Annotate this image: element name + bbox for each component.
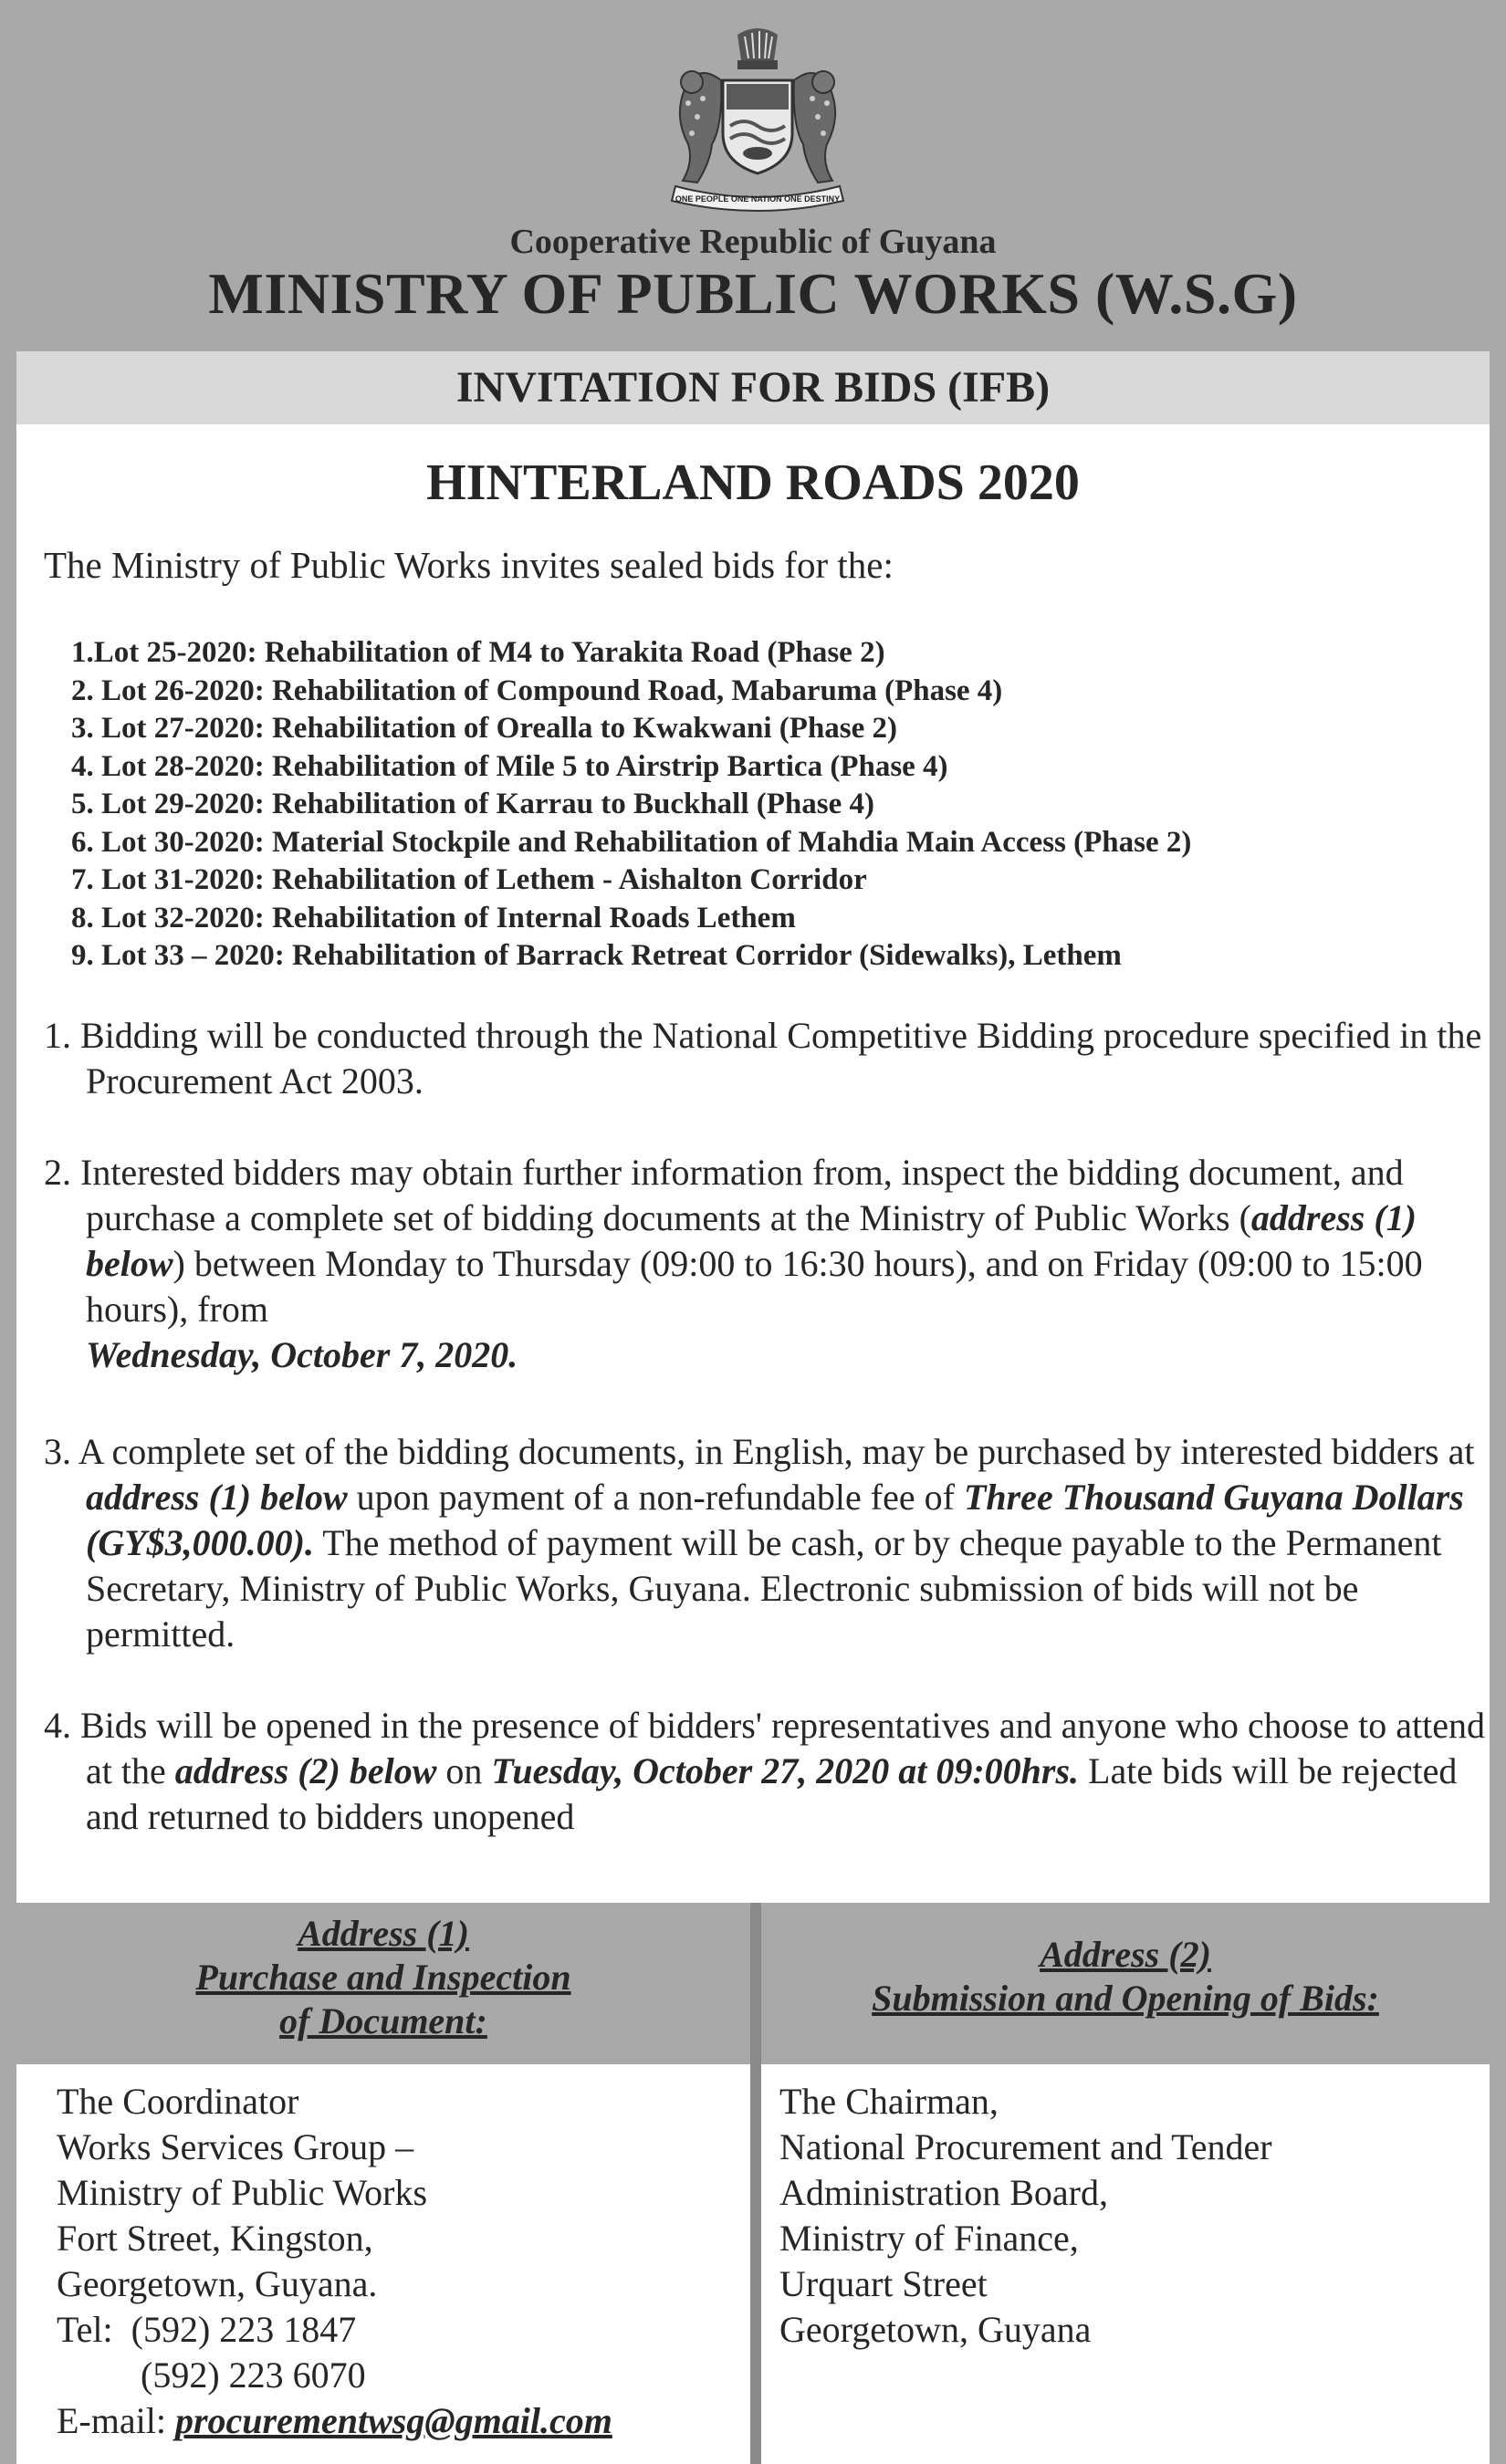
address-2-heading — [761, 1933, 1490, 2020]
address-reference: address (2) below — [174, 1750, 437, 1791]
heading-line: Submission and Opening of Bids: — [872, 1978, 1379, 2019]
address-reference: address (1) below — [86, 1477, 348, 1518]
address-1-heading — [16, 1912, 750, 2043]
address-line: Ministry of Public Works — [57, 2172, 428, 2213]
heading-line: Address (2) — [1040, 1934, 1211, 1975]
clause-text: Late bids will be rejected and returned to bidders unopened — [86, 1750, 1458, 1837]
email-line — [57, 2398, 612, 2444]
fee-amount: Three Thousand Guyana Dollars (GY$3,000.00). — [86, 1477, 1464, 1563]
clause-4 — [44, 1703, 1486, 1840]
address-line: The Coordinator — [57, 2081, 299, 2122]
address-2-lines — [779, 2079, 1272, 2353]
lot-item: 7. Lot 31-2020: Rehabilitation of Lethem - Aishalton Corridor — [71, 863, 867, 896]
tel-label: Tel: — [57, 2309, 113, 2350]
project-title: HINTERLAND ROADS 2020 — [426, 454, 1080, 511]
address-divider — [750, 1903, 761, 2464]
ministry-name: MINISTRY OF PUBLIC WORKS (W.S.G) — [208, 261, 1298, 326]
clause-text: 2. Interested bidders may obtain further information from, inspect the bidding document, and purchase a complete set of bidding documents at the Ministry of Public Works ( — [44, 1152, 1404, 1238]
lot-item: 6. Lot 30-2020: Material Stockpile and Rehabilitation of Mahdia Main Access (Phase 2) — [71, 825, 1192, 859]
address-line: Ministry of Finance, — [779, 2218, 1079, 2259]
address-2-box — [761, 2064, 1490, 2464]
address-1-box — [16, 2064, 750, 2464]
email-label: E-mail: — [57, 2400, 166, 2441]
opening-date: Tuesday, October 27, 2020 at 09:00hrs. — [491, 1750, 1080, 1791]
ifb-title-bar — [16, 351, 1490, 424]
lot-item: 8. Lot 32-2020: Rehabilitation of Internal Roads Lethem — [71, 901, 796, 934]
crest-motto: ONE PEOPLE ONE NATION ONE DESTINY — [675, 194, 841, 204]
lot-item: 3. Lot 27-2020: Rehabilitation of Orealla to Kwakwani (Phase 2) — [71, 712, 898, 745]
intro-text: The Ministry of Public Works invites sealed bids for the: — [44, 544, 894, 586]
ifb-title: INVITATION FOR BIDS (IFB) — [455, 363, 1051, 412]
clause-text: upon payment of a non-refundable fee of — [347, 1477, 964, 1518]
clause-text: on — [436, 1750, 492, 1791]
telephone-line — [57, 2307, 612, 2353]
address-line: Fort Street, Kingston, — [57, 2218, 373, 2259]
country-name: Cooperative Republic of Guyana — [509, 223, 997, 261]
lot-item: 9. Lot 33 – 2020: Rehabilitation of Barrack Retreat Corridor (Sidewalks), Lethem — [71, 939, 1122, 972]
heading-line: of Document: — [279, 2000, 487, 2041]
clause-text: ) between Monday to Thursday (09:00 to 16:30 hours), and on Friday (09:00 to 15:00 hours), from — [86, 1243, 1423, 1330]
start-date: Wednesday, October 7, 2020. — [86, 1334, 518, 1375]
address-line: Georgetown, Guyana — [779, 2309, 1092, 2350]
clause-list — [44, 1013, 1486, 1885]
address-line: Urquart Street — [779, 2263, 988, 2304]
address-1-lines — [57, 2079, 612, 2444]
lot-item: 5. Lot 29-2020: Rehabilitation of Karrau to Buckhall (Phase 4) — [71, 788, 874, 820]
notice-panel — [16, 351, 1490, 1903]
lot-item: 2. Lot 26-2020: Rehabilitation of Compound Road, Mabaruma (Phase 4) — [71, 673, 1003, 707]
lot-item: 4. Lot 28-2020: Rehabilitation of Mile 5 to Airstrip Bartica (Phase 4) — [71, 749, 948, 783]
clause-3 — [44, 1429, 1486, 1657]
lot-list — [71, 634, 1191, 976]
telephone-1: (592) 223 1847 — [131, 2309, 357, 2350]
clause-1 — [44, 1013, 1486, 1104]
clause-text: 4. Bids will be opened in the presence of bidders' representatives and anyone who choose to attend at the — [44, 1705, 1485, 1791]
address-line: The Chairman, — [779, 2081, 999, 2122]
clause-1-text: 1. Bidding will be conducted through the National Competitive Bidding procedure specified in the Procurement Act 2003. — [44, 1015, 1482, 1101]
address-line: National Procurement and Tender — [779, 2126, 1272, 2167]
heading-line: Address (1) — [298, 1913, 469, 1954]
clause-text: The method of payment will be cash, or by cheque payable to the Permanent Secretary, Ministry of Public Works, Guyana. Electronic submission of bids will not be permitted. — [86, 1522, 1442, 1655]
coat-of-arms-icon — [657, 26, 858, 213]
telephone-2: (592) 223 6070 — [141, 2354, 366, 2396]
address-line: Georgetown, Guyana. — [57, 2263, 378, 2304]
heading-line: Purchase and Inspection — [195, 1957, 571, 1998]
address-reference: address (1) below — [86, 1197, 1417, 1284]
clause-text: 3. A complete set of the bidding documents, in English, may be purchased by interested bidders at — [44, 1431, 1475, 1472]
address-line: Administration Board, — [779, 2172, 1108, 2213]
lot-item: 1.Lot 25-2020: Rehabilitation of M4 to Yarakita Road (Phase 2) — [71, 636, 885, 669]
email-link[interactable]: procurementwsg@gmail.com — [174, 2400, 612, 2441]
clause-2 — [44, 1150, 1486, 1378]
address-line: Works Services Group – — [57, 2126, 414, 2167]
